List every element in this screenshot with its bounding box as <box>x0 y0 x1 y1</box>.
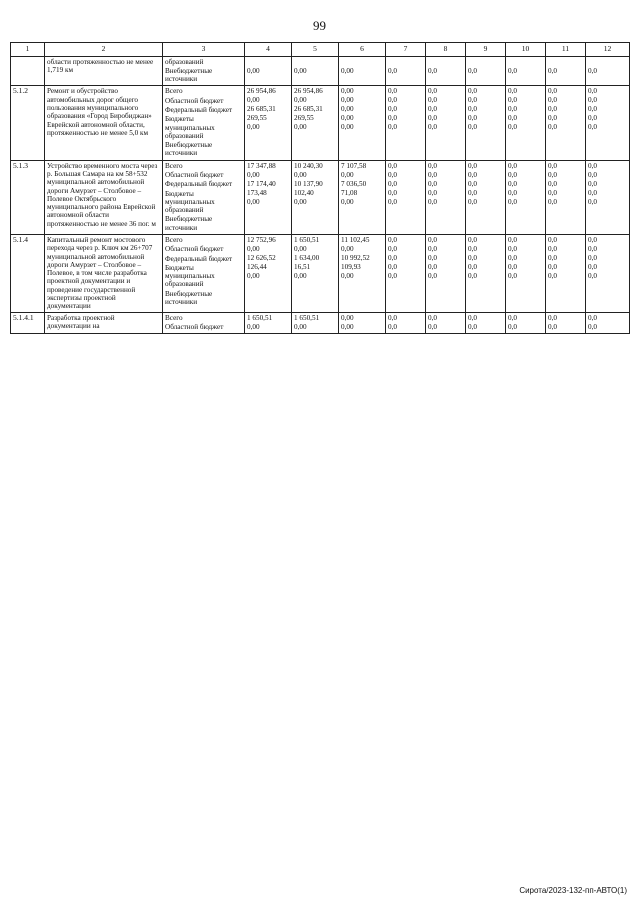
value-cell <box>292 234 339 312</box>
value: 0,0 <box>588 244 597 253</box>
value: 0,0 <box>428 87 437 96</box>
value-cell <box>466 56 506 86</box>
value: 0,0 <box>548 161 557 170</box>
value: 0,0 <box>388 161 397 170</box>
value: 0,0 <box>548 170 557 179</box>
value-cell <box>426 160 466 234</box>
value <box>341 58 383 67</box>
value: 0,0 <box>508 313 517 322</box>
value: 12 752,96 <box>247 235 276 244</box>
value: 0,00 <box>341 197 354 206</box>
value: 0,0 <box>508 179 517 188</box>
funding-source: Федеральный бюджет <box>165 180 233 189</box>
value: 1 650,51 <box>247 313 273 322</box>
column-number-row <box>11 43 630 57</box>
value-cell <box>339 234 386 312</box>
value: 0,00 <box>294 123 307 132</box>
value: 0,0 <box>508 66 517 75</box>
value-cell <box>506 56 546 86</box>
value: 0,0 <box>588 188 597 197</box>
value: 0,0 <box>428 188 437 197</box>
value: 0,00 <box>247 244 260 253</box>
value: 0,0 <box>548 179 557 188</box>
value: 0,0 <box>588 170 597 179</box>
value: 0,0 <box>548 188 557 197</box>
value-cell <box>386 312 426 334</box>
value-cell <box>339 56 386 86</box>
value: 0,0 <box>508 96 517 105</box>
document-code: Сирота/2023-132-пп-АВТО(1) <box>519 886 627 895</box>
value: 0,0 <box>468 161 477 170</box>
value-cell <box>426 312 466 334</box>
value-cell <box>386 56 426 86</box>
value-cell <box>546 312 586 334</box>
value: 12 626,52 <box>247 253 276 262</box>
value: 0,0 <box>468 188 477 197</box>
value-cell <box>586 234 630 312</box>
value: 26 954,86 <box>247 87 276 96</box>
table-row <box>11 86 630 160</box>
value: 0,0 <box>548 105 557 114</box>
value: 0,0 <box>388 105 397 114</box>
value-cell <box>386 86 426 160</box>
budget-table <box>10 42 630 334</box>
page-number: 99 <box>313 18 326 33</box>
value: 26 685,31 <box>294 105 323 114</box>
value: 126,44 <box>247 262 267 271</box>
value: 0,0 <box>468 313 477 322</box>
value: 0,0 <box>548 271 557 280</box>
value-cell <box>586 56 630 86</box>
value: 269,55 <box>247 114 267 123</box>
funding-source: Внебюджетные источники <box>165 289 213 306</box>
value-cell <box>339 160 386 234</box>
value: 71,08 <box>341 188 358 197</box>
value: 0,0 <box>468 66 477 75</box>
value: 0,00 <box>247 322 260 331</box>
value-cell <box>339 86 386 160</box>
column-header: 7 <box>386 43 426 57</box>
column-header: 10 <box>506 43 546 57</box>
value: 0,0 <box>468 197 477 206</box>
value: 0,0 <box>548 96 557 105</box>
value-cell <box>292 312 339 334</box>
table-row <box>11 312 630 334</box>
column-header: 2 <box>45 43 163 57</box>
value <box>468 58 503 67</box>
row-code <box>11 56 45 86</box>
value: 0,0 <box>588 161 597 170</box>
value: 0,0 <box>588 105 597 114</box>
value-cell <box>586 86 630 160</box>
value: 0,0 <box>508 253 517 262</box>
value: 0,0 <box>548 123 557 132</box>
value-cell <box>466 234 506 312</box>
value: 0,0 <box>508 161 517 170</box>
value: 0,0 <box>428 262 437 271</box>
value: 0,0 <box>548 197 557 206</box>
value: 0,0 <box>588 235 597 244</box>
row-code: 5.1.3 <box>11 160 45 234</box>
value: 0,0 <box>548 253 557 262</box>
column-header: 8 <box>426 43 466 57</box>
value: 17 174,40 <box>247 179 276 188</box>
value: 0,0 <box>468 244 477 253</box>
value: 0,0 <box>428 244 437 253</box>
value: 0,00 <box>341 271 354 280</box>
value-cell <box>292 56 339 86</box>
value: 0,0 <box>508 188 517 197</box>
value: 0,00 <box>341 313 354 322</box>
value: 0,0 <box>388 66 397 75</box>
value: 0,0 <box>428 197 437 206</box>
value: 0,0 <box>508 114 517 123</box>
value: 0,0 <box>588 253 597 262</box>
value: 0,0 <box>428 161 437 170</box>
value: 0,0 <box>588 96 597 105</box>
value: 173,48 <box>247 188 267 197</box>
value: 26 954,86 <box>294 87 323 96</box>
value-cell <box>466 160 506 234</box>
value: 0,0 <box>428 253 437 262</box>
value-cell <box>426 234 466 312</box>
value <box>548 58 583 67</box>
value: 7 107,58 <box>341 161 367 170</box>
value: 0,0 <box>428 313 437 322</box>
value-cell <box>245 56 292 86</box>
value: 0,00 <box>341 66 354 75</box>
value: 0,0 <box>508 197 517 206</box>
value: 0,0 <box>588 313 597 322</box>
value: 10 992,52 <box>341 253 370 262</box>
value: 0,00 <box>247 66 260 75</box>
value: 0,0 <box>468 123 477 132</box>
column-header: 6 <box>339 43 386 57</box>
column-header: 11 <box>546 43 586 57</box>
value: 0,0 <box>468 114 477 123</box>
value: 0,00 <box>341 114 354 123</box>
funding-source: Областной бюджет <box>165 96 224 105</box>
funding-sources <box>163 56 245 86</box>
value: 0,00 <box>341 87 354 96</box>
value: 0,0 <box>548 313 557 322</box>
value: 0,0 <box>388 244 397 253</box>
value: 0,0 <box>388 322 397 331</box>
funding-sources <box>163 234 245 312</box>
value-cell <box>245 234 292 312</box>
value: 0,0 <box>468 271 477 280</box>
value: 0,0 <box>508 123 517 132</box>
value: 0,0 <box>508 105 517 114</box>
value-cell <box>292 86 339 160</box>
column-header: 12 <box>586 43 630 57</box>
value: 0,0 <box>508 271 517 280</box>
funding-source: Федеральный бюджет <box>165 254 233 263</box>
value: 0,0 <box>548 322 557 331</box>
value: 0,0 <box>468 179 477 188</box>
value: 0,00 <box>294 322 307 331</box>
value-cell <box>339 312 386 334</box>
value-cell <box>506 234 546 312</box>
value: 0,0 <box>468 87 477 96</box>
value: 0,0 <box>548 87 557 96</box>
value <box>428 58 463 67</box>
value: 0,0 <box>428 179 437 188</box>
value: 0,0 <box>588 87 597 96</box>
value: 269,55 <box>294 114 314 123</box>
value: 0,0 <box>428 322 437 331</box>
value <box>588 58 627 67</box>
value: 0,0 <box>388 170 397 179</box>
value: 0,0 <box>428 66 437 75</box>
value: 0,00 <box>341 123 354 132</box>
funding-source: Всего <box>165 313 183 322</box>
funding-sources <box>163 312 245 334</box>
value-cell <box>586 160 630 234</box>
value-cell <box>386 160 426 234</box>
value: 0,0 <box>388 188 397 197</box>
value: 0,0 <box>388 271 397 280</box>
value: 16,51 <box>294 262 311 271</box>
value-cell <box>586 312 630 334</box>
value-cell <box>426 86 466 160</box>
value: 0,00 <box>294 197 307 206</box>
value-cell <box>386 234 426 312</box>
value: 0,0 <box>388 114 397 123</box>
value: 26 685,31 <box>247 105 276 114</box>
value: 0,00 <box>341 105 354 114</box>
value: 1 650,51 <box>294 235 320 244</box>
value: 0,0 <box>428 114 437 123</box>
budget-table-wrapper <box>10 42 629 334</box>
funding-source: Бюджеты муниципальных образований <box>165 189 215 215</box>
table-row <box>11 160 630 234</box>
value: 0,00 <box>341 322 354 331</box>
funding-source: Внебюджетные источники <box>165 66 213 84</box>
value: 109,93 <box>341 262 361 271</box>
value-cell <box>245 86 292 160</box>
value <box>388 58 423 67</box>
value: 0,0 <box>548 262 557 271</box>
funding-sources <box>163 86 245 160</box>
value: 0,0 <box>508 235 517 244</box>
value: 0,00 <box>247 123 260 132</box>
row-name: Устройство временного моста через р. Большая Самара на км 58+532 муниципальной автомобильной дороги Амурзет – Столбовое – Полевое Октябрьского муниципального района Еврейской автономной области протяженностью не менее 36 пог. м <box>45 160 163 234</box>
value-cell <box>546 234 586 312</box>
column-header: 3 <box>163 43 245 57</box>
value: 0,0 <box>468 235 477 244</box>
column-header: 4 <box>245 43 292 57</box>
value: 0,0 <box>508 244 517 253</box>
value: 0,0 <box>428 123 437 132</box>
row-name: области протяженностью не менее 1,719 км <box>45 56 163 86</box>
value-cell <box>426 56 466 86</box>
value: 0,0 <box>588 197 597 206</box>
row-name: Ремонт и обустройство автомобильных дорог общего пользования муниципального образования «Город Биробиджан» Еврейской автономной области, протяженностью не менее 5,0 км <box>45 86 163 160</box>
value-cell <box>466 312 506 334</box>
value-cell <box>466 86 506 160</box>
value: 0,0 <box>588 322 597 331</box>
funding-source: Внебюджетные источники <box>165 141 213 158</box>
value: 0,0 <box>388 123 397 132</box>
value: 1 634,00 <box>294 253 320 262</box>
value: 0,0 <box>388 313 397 322</box>
value: 0,0 <box>588 123 597 132</box>
value: 0,0 <box>428 235 437 244</box>
funding-source: Федеральный бюджет <box>165 106 233 115</box>
funding-source: Всего <box>165 161 183 170</box>
value-cell <box>245 312 292 334</box>
value: 0,0 <box>388 262 397 271</box>
value: 0,0 <box>388 253 397 262</box>
value: 0,0 <box>508 262 517 271</box>
value: 0,00 <box>341 96 354 105</box>
value: 0,0 <box>588 179 597 188</box>
value: 0,0 <box>588 271 597 280</box>
funding-source: Всего <box>165 87 183 96</box>
value: 0,0 <box>548 114 557 123</box>
row-code: 5.1.2 <box>11 86 45 160</box>
row-code: 5.1.4.1 <box>11 312 45 334</box>
value-cell <box>506 86 546 160</box>
value: 0,0 <box>388 87 397 96</box>
table-body <box>11 56 630 333</box>
value: 0,0 <box>508 322 517 331</box>
value: 0,0 <box>548 66 557 75</box>
column-header: 5 <box>292 43 339 57</box>
funding-sources <box>163 160 245 234</box>
funding-source: Областной бюджет <box>165 245 224 254</box>
value: 11 102,45 <box>341 235 370 244</box>
value: 0,0 <box>468 322 477 331</box>
value: 0,00 <box>341 170 354 179</box>
row-code: 5.1.4 <box>11 234 45 312</box>
value: 0,0 <box>508 87 517 96</box>
value: 0,0 <box>548 235 557 244</box>
value <box>294 58 336 67</box>
funding-source: образований <box>165 57 204 66</box>
value: 7 036,50 <box>341 179 367 188</box>
value-cell <box>506 312 546 334</box>
table-row <box>11 56 630 86</box>
value: 0,0 <box>388 96 397 105</box>
value: 0,00 <box>294 244 307 253</box>
value-cell <box>546 56 586 86</box>
value: 0,0 <box>468 170 477 179</box>
value: 1 650,51 <box>294 313 320 322</box>
value: 0,0 <box>468 105 477 114</box>
value-cell <box>245 160 292 234</box>
funding-source: Областной бюджет <box>165 322 224 331</box>
value: 0,0 <box>388 235 397 244</box>
value: 0,0 <box>388 197 397 206</box>
value: 0,0 <box>468 262 477 271</box>
column-header: 9 <box>466 43 506 57</box>
value: 0,00 <box>247 271 260 280</box>
value: 0,00 <box>294 66 307 75</box>
value: 0,0 <box>428 96 437 105</box>
value: 0,0 <box>428 271 437 280</box>
value: 0,0 <box>588 114 597 123</box>
value: 0,0 <box>468 253 477 262</box>
value: 0,00 <box>247 96 260 105</box>
value <box>247 58 289 67</box>
row-name: Разработка проектной документации на <box>45 312 163 334</box>
value: 0,00 <box>294 271 307 280</box>
row-name: Капитальный ремонт мостового перехода через р. Ключ км 26+707 муниципальной автомобильной дороги Амурзет – Столбовое – Полевое, в том числе разработка проектной документации и проведение государственной экспертизы проектной документации <box>45 234 163 312</box>
value: 17 347,88 <box>247 161 276 170</box>
funding-source: Внебюджетные источники <box>165 215 213 232</box>
value: 0,0 <box>468 96 477 105</box>
column-header: 1 <box>11 43 45 57</box>
value: 0,0 <box>548 244 557 253</box>
value: 0,0 <box>428 105 437 114</box>
value-cell <box>546 86 586 160</box>
value-cell <box>546 160 586 234</box>
funding-source: Всего <box>165 235 183 244</box>
value: 0,0 <box>508 170 517 179</box>
value: 0,0 <box>588 262 597 271</box>
value: 0,00 <box>247 170 260 179</box>
value: 0,0 <box>388 179 397 188</box>
value: 0,0 <box>428 170 437 179</box>
value: 102,40 <box>294 188 314 197</box>
value: 0,00 <box>341 244 354 253</box>
value: 0,00 <box>294 96 307 105</box>
table-row <box>11 234 630 312</box>
value: 0,0 <box>588 66 597 75</box>
value-cell <box>506 160 546 234</box>
value: 10 240,30 <box>294 161 323 170</box>
value-cell <box>292 160 339 234</box>
value <box>508 58 543 67</box>
funding-source: Областной бюджет <box>165 171 224 179</box>
funding-source: Бюджеты муниципальных образований <box>165 263 215 289</box>
value: 10 137,90 <box>294 179 323 188</box>
funding-source: Бюджеты муниципальных образований <box>165 115 215 140</box>
value: 0,00 <box>247 197 260 206</box>
value: 0,00 <box>294 170 307 179</box>
